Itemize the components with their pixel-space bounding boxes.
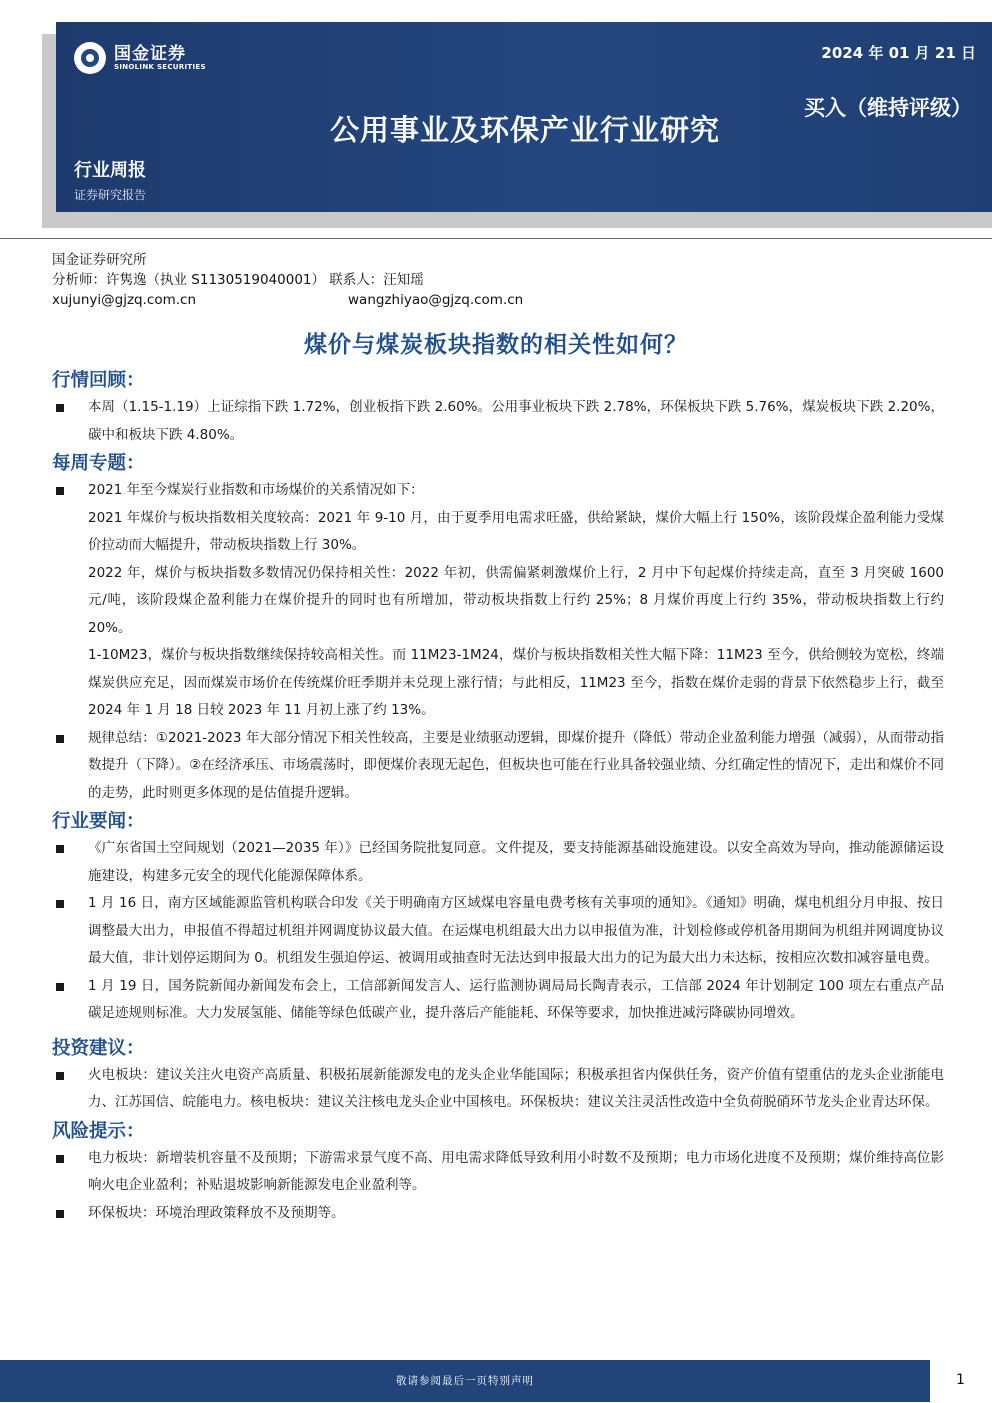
- bullet-item: 1 月 16 日，南方区域能源监管机构联合印发《关于明确南方区域煤电容量电费考核有关事项的通知》。《通知》明确，煤电机组分月申报、按日调整最大出力，申报值不得超过机组并网调度协议最大值。在运煤电机组最大出力以申报值为准，计划检修或停机备用期间为机组并网调度协议最大值，非计划停运期间为 0。机组发生强迫停运、被调用或抽查时无法达到申报最大出力的记为最大出力未达标，按相应次数扣减容量电费。: [52, 890, 944, 973]
- report-body: [52, 366, 944, 1227]
- section-title-risk: 风险提示：: [52, 1120, 145, 1142]
- bullet-item: 火电板块：建议关注火电资产高质量、积极拓展新能源发电的龙头企业华能国际；积极承担省内保供任务，资产价值有望重估的龙头企业浙能电力、江苏国信、皖能电力。核电板块：建议关注核电龙头企业中国核电。环保板块：建议关注灵活性改造中全负荷脱硝环节龙头企业青达环保。: [52, 1062, 944, 1117]
- footer-notice[interactable]: 敬请参阅最后一页特别声明: [396, 1375, 534, 1387]
- analyst-info: [52, 250, 524, 310]
- logo-en: SINOLINK SECURITIES: [114, 62, 206, 71]
- bullet-square-icon: [56, 1210, 64, 1218]
- report-subtitle: 证券研究报告: [74, 188, 147, 202]
- section-title-invest: 投资建议：: [52, 1037, 145, 1059]
- analyst-email[interactable]: xujunyi@gjzq.com.cn: [52, 292, 197, 308]
- bullet-item: 本周（1.15-1.19）上证综指下跌 1.72%，创业板指下跌 2.60%。公用事业板块下跌 2.78%，环保板块下跌 5.76%，煤炭板块下跌 2.20%，碳中和板块下跌 4.80%。: [52, 394, 944, 449]
- report-date: 2024 年 01 月 21 日: [821, 44, 976, 62]
- bullet-item: 环保板块：环境治理政策释放不及预期等。: [52, 1200, 944, 1228]
- page-number: 1: [956, 1372, 965, 1388]
- bullet-square-icon: [56, 1072, 64, 1080]
- sinolink-logo-icon: [74, 42, 106, 74]
- analyst-line: 分析师：许隽逸（执业 S1130519040001） 联系人：汪知瑶: [52, 272, 424, 288]
- header-divider: [0, 238, 992, 239]
- bullet-square-icon: [56, 735, 64, 743]
- bullet-square-icon: [56, 845, 64, 853]
- bullet-square-icon: [56, 487, 64, 495]
- rating-label: 买入（维持评级）: [804, 96, 972, 120]
- bullet-square-icon: [56, 404, 64, 412]
- section-title-review: 行情回顾：: [52, 370, 145, 391]
- bullet-item: 《广东省国土空间规划（2021—2035 年）》已经国务院批复同意。文件提及，要支持能源基础设施建设。以安全高效为导向，推动能源储运设施建设，构建多元安全的现代化能源保障体系。: [52, 835, 944, 890]
- bullet-item: 电力板块：新增装机容量不及预期；下游需求景气度不高、用电需求降低导致利用小时数不及预期；电力市场化进度不及预期；煤价维持高位影响火电企业盈利；补贴退坡影响新能源发电企业盈利等。: [52, 1145, 944, 1200]
- brand-logo: [74, 42, 206, 74]
- contact-email[interactable]: wangzhiyao@gjzq.com.cn: [348, 292, 524, 308]
- institute-name: 国金证券研究所: [52, 252, 147, 268]
- bullet-square-icon: [56, 1155, 64, 1163]
- paragraph: 1-10M23，煤价与板块指数继续保持较高相关性。而 11M23-1M24，煤价与板块指数相关性大幅下降：11M23 至今，供给侧较为宽松，终端煤炭供应充足，因而煤炭市场价在传统煤价旺季期并未兑现上涨行情；与此相反，11M23 至今，指数在煤价走弱的背景下依然稳步上行，截至 2024 年 1 月 18 日较 2023 年 11 月初上涨了约 13%。: [88, 647, 944, 718]
- section-title-weekly: 每周专题：: [52, 453, 145, 474]
- paragraph: 2021 年煤价与板块指数相关度较高：2021 年 9-10 月，由于夏季用电需求旺盛，供给紧缺，煤价大幅上行 150%，该阶段煤企盈利能力受煤价拉动而大幅提升，带动板块指数上行 30%。: [88, 509, 944, 553]
- paragraph: 2022 年，煤价与板块指数多数情况仍保持相关性：2022 年初，供需偏紧刺激煤价上行，2 月中下旬起煤价持续走高，直至 3 月突破 1600 元/吨，该阶段煤企盈利能力在煤价提升的同时也有所增加，带动板块指数上行约 25%；8 月煤价再度上行约 35%，带动板块指数上行约 20%。: [88, 564, 944, 636]
- bullet-item: 1 月 19 日，国务院新闻办新闻发布会上，工信部新闻发言人、运行监测协调局局长陶青表示，工信部 2024 年计划制定 100 项左右重点产品碳足迹规则标准。大力发展氢能、储能等绿色低碳产业，提升落后产能能耗、环保等要求，加快推进减污降碳协同增效。: [52, 973, 944, 1028]
- bullet-item: 规律总结：①2021-2023 年大部分情况下相关性较高，主要是业绩驱动逻辑，即煤价提升（降低）带动企业盈利能力增强（减弱），从而带动指数提升（下降）。②在经济承压、市场震荡时，即便煤价表现无起色，但板块也可能在行业具备较强业绩、分红确定性的情况下，走出和煤价不同的走势，此时则更多体现的是估值提升逻辑。: [52, 725, 944, 808]
- bullet-square-icon: [56, 900, 64, 908]
- report-type: 行业周报: [74, 160, 146, 181]
- bullet-item: 2021 年至今煤炭行业指数和市场煤价的关系情况如下：: [52, 477, 944, 505]
- report-headline: 煤价与煤炭板块指数的相关性如何？: [304, 332, 688, 358]
- report-title: 公用事业及环保产业行业研究: [330, 113, 721, 147]
- header-banner: [56, 22, 992, 212]
- section-title-news: 行业要闻：: [52, 811, 145, 832]
- bullet-square-icon: [56, 983, 64, 991]
- logo-cn: 国金证券: [114, 43, 186, 64]
